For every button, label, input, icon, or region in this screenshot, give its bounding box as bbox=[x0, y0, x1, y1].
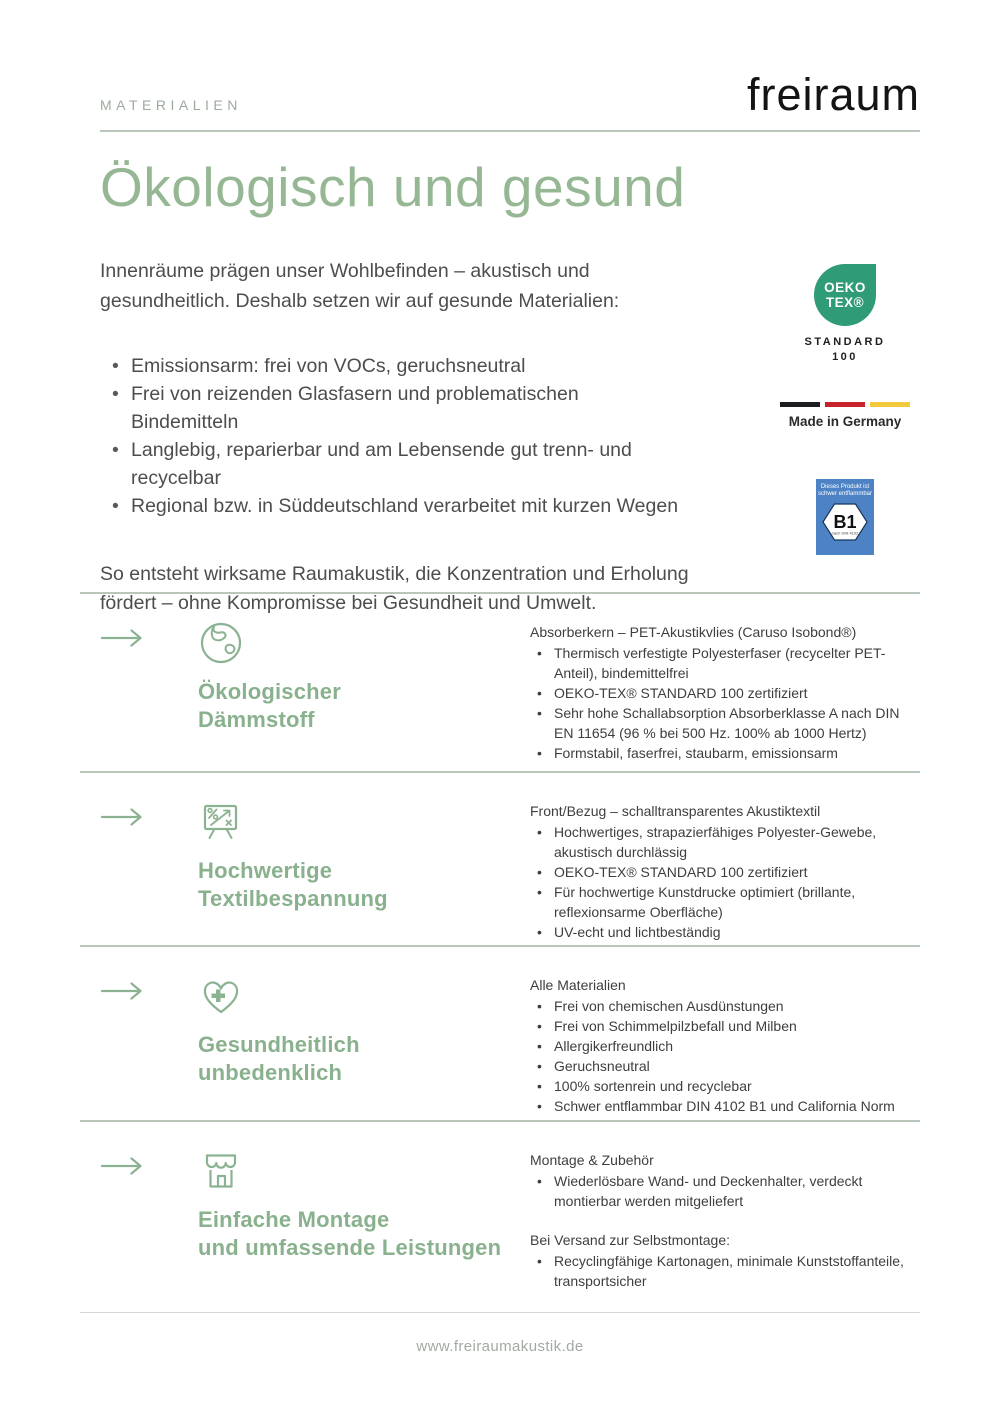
group-lead: Montage & Zubehör bbox=[530, 1152, 654, 1168]
list-item: • Thermisch verfestigte Polyesterfaser (recycelter PET-Anteil), bindemittelfrei bbox=[530, 643, 918, 683]
made-in-germany-badge bbox=[780, 402, 910, 429]
list-item: • UV-echt und lichtbeständig bbox=[530, 922, 918, 942]
arrow-right-icon bbox=[100, 981, 146, 1001]
oekotex-badge bbox=[805, 264, 886, 365]
heart-plus-icon bbox=[198, 973, 244, 1019]
list-item: • Emissionsarm: frei von VOCs, geruchsneutral bbox=[100, 352, 685, 380]
footer bbox=[80, 1312, 920, 1356]
icon-heading-cell bbox=[198, 1148, 530, 1312]
section-heading-line1: Gesundheitlich bbox=[198, 1032, 360, 1057]
arrow-right-icon bbox=[100, 1156, 146, 1176]
icon-heading-cell bbox=[198, 620, 530, 771]
closing-line: fördert – ohne Kompromisse bei Gesundheit und Umwelt. bbox=[100, 592, 597, 614]
content-group bbox=[530, 801, 918, 942]
oekotex-word2: TEX® bbox=[825, 295, 865, 310]
header bbox=[100, 0, 920, 132]
hero-text-column bbox=[100, 256, 720, 614]
list-item: • Formstabil, faserfrei, staubarm, emissionsarm bbox=[530, 743, 918, 763]
icon-heading-cell bbox=[198, 799, 530, 945]
section-heading bbox=[198, 1206, 530, 1262]
list-item: • Wiederlösbare Wand- und Deckenhalter, verdeckt montierbar werden mitgeliefert bbox=[530, 1171, 918, 1211]
section-heading-line2: Textilbespannung bbox=[198, 886, 388, 911]
oekotex-word1: OEKO bbox=[824, 280, 866, 295]
list-item: • Frei von chemischen Ausdünstungen bbox=[530, 996, 918, 1016]
b1-tiny-line1: Dieses Produkt ist bbox=[820, 484, 870, 490]
presentation-board-icon bbox=[198, 799, 244, 845]
section-content bbox=[530, 799, 920, 945]
group-lead: Bei Versand zur Selbstmontage: bbox=[530, 1232, 731, 1248]
oekotex-caption-line1: STANDARD bbox=[804, 336, 886, 348]
closing-paragraph bbox=[100, 560, 720, 618]
section-heading-line2: und umfassende Leistungen bbox=[198, 1235, 502, 1260]
b1-fire-rating-badge bbox=[816, 479, 874, 555]
b1-sub-label: nach DIN 4102 bbox=[831, 530, 859, 536]
group-bullet-list bbox=[530, 643, 918, 763]
list-item: • Schwer entflammbar DIN 4102 B1 und California Norm bbox=[530, 1096, 918, 1116]
list-item: • 100% sortenrein und recyclebar bbox=[530, 1076, 918, 1096]
section-heading bbox=[198, 1031, 530, 1087]
section-heading-line2: unbedenklich bbox=[198, 1060, 343, 1085]
section-heading bbox=[198, 857, 530, 913]
section-heading-line1: Hochwertige bbox=[198, 858, 333, 883]
content-group bbox=[530, 1230, 918, 1291]
b1-label: B1 bbox=[833, 512, 857, 532]
section-content bbox=[530, 620, 920, 771]
list-item: • OEKO-TEX® STANDARD 100 zertifiziert bbox=[530, 862, 918, 882]
list-item: • Frei von Schimmelpilzbefall und Milben bbox=[530, 1016, 918, 1036]
list-item: • Sehr hohe Schallabsorption Absorberklasse A nach DIN EN 11654 (96 % bei 500 Hz. 100% ab 1000 Hertz) bbox=[530, 703, 918, 743]
page-title: Ökologisch und gesund bbox=[100, 156, 686, 218]
oekotex-caption-line2: 100 bbox=[832, 351, 858, 363]
arrow-cell bbox=[100, 973, 198, 1120]
arrow-right-icon bbox=[100, 628, 146, 648]
list-item: • Recyclingfähige Kartonagen, minimale Kunststoffanteile, transportsicher bbox=[530, 1251, 918, 1291]
eyebrow-label: MATERIALIEN bbox=[100, 97, 242, 113]
oekotex-caption bbox=[805, 335, 886, 365]
group-bullet-list bbox=[530, 996, 918, 1116]
list-item: • Geruchsneutral bbox=[530, 1056, 918, 1076]
content-group bbox=[530, 1150, 918, 1211]
list-item: • Allergikerfreundlich bbox=[530, 1036, 918, 1056]
closing-line: So entsteht wirksame Raumakustik, die Konzentration und Erholung bbox=[100, 563, 689, 585]
list-item: • Für hochwertige Kunstdrucke optimiert (brillante, reflexionsarme Oberfläche) bbox=[530, 882, 918, 922]
section-content bbox=[530, 1148, 920, 1312]
list-item: • Frei von reizenden Glasfasern und problematischen Bindemitteln bbox=[100, 380, 685, 436]
intro-line: Innenräume prägen unser Wohlbefinden – akustisch und bbox=[100, 260, 590, 282]
section-row-einfache-montage bbox=[80, 1120, 920, 1312]
footer-url[interactable]: www.freiraumakustik.de bbox=[416, 1338, 584, 1355]
oekotex-icon bbox=[814, 264, 876, 326]
intro-line: gesundheitlich. Deshalb setzen wir auf gesunde Materialien: bbox=[100, 290, 620, 312]
content-group bbox=[530, 975, 918, 1116]
content-group bbox=[530, 622, 918, 763]
group-lead: Front/Bezug – schalltransparentes Akustiktextil bbox=[530, 803, 821, 819]
group-lead: Absorberkern – PET-Akustikvlies (Caruso Isobond®) bbox=[530, 624, 857, 640]
list-item: • OEKO-TEX® STANDARD 100 zertifiziert bbox=[530, 683, 918, 703]
made-in-germany-label: Made in Germany bbox=[788, 414, 902, 429]
b1-tiny-line2: schwer entflammbar bbox=[817, 491, 873, 497]
section-heading-line2: Dämmstoff bbox=[198, 707, 315, 732]
certification-badges-column bbox=[770, 256, 920, 592]
section-heading-line1: Ökologischer bbox=[198, 679, 341, 704]
intro-paragraph bbox=[100, 256, 720, 316]
hero-columns bbox=[100, 256, 920, 614]
group-bullet-list bbox=[530, 1171, 918, 1211]
brand-logo: freiraum bbox=[746, 69, 920, 120]
arrow-cell bbox=[100, 799, 198, 945]
feature-sections bbox=[80, 592, 920, 1312]
globe-icon bbox=[198, 620, 244, 666]
hero-bullet-list bbox=[100, 352, 685, 520]
arrow-cell bbox=[100, 620, 198, 771]
icon-heading-cell bbox=[198, 973, 530, 1120]
section-heading-line1: Einfache Montage bbox=[198, 1207, 390, 1232]
list-item: • Regional bzw. in Süddeutschland verarbeitet mit kurzen Wegen bbox=[100, 492, 685, 520]
section-row-gesundheitlich-unbedenklich bbox=[80, 945, 920, 1120]
section-row-hochwertige-textilbespannung bbox=[80, 771, 920, 945]
b1-tiny-text bbox=[818, 484, 872, 498]
group-bullet-list bbox=[530, 1251, 918, 1291]
section-content bbox=[530, 973, 920, 1120]
section-heading bbox=[198, 678, 530, 734]
arrow-right-icon bbox=[100, 807, 146, 827]
b1-hexagon-icon bbox=[821, 501, 869, 543]
list-item: • Langlebig, reparierbar und am Lebensende gut trenn- und recycelbar bbox=[100, 436, 685, 492]
germany-flag-bars-icon bbox=[780, 402, 910, 407]
group-bullet-list bbox=[530, 822, 918, 942]
arrow-cell bbox=[100, 1148, 198, 1312]
storefront-icon bbox=[198, 1148, 244, 1194]
group-lead: Alle Materialien bbox=[530, 977, 626, 993]
section-row-oekologischer-daemmstoff bbox=[80, 592, 920, 771]
list-item: • Hochwertiges, strapazierfähiges Polyester-Gewebe, akustisch durchlässig bbox=[530, 822, 918, 862]
